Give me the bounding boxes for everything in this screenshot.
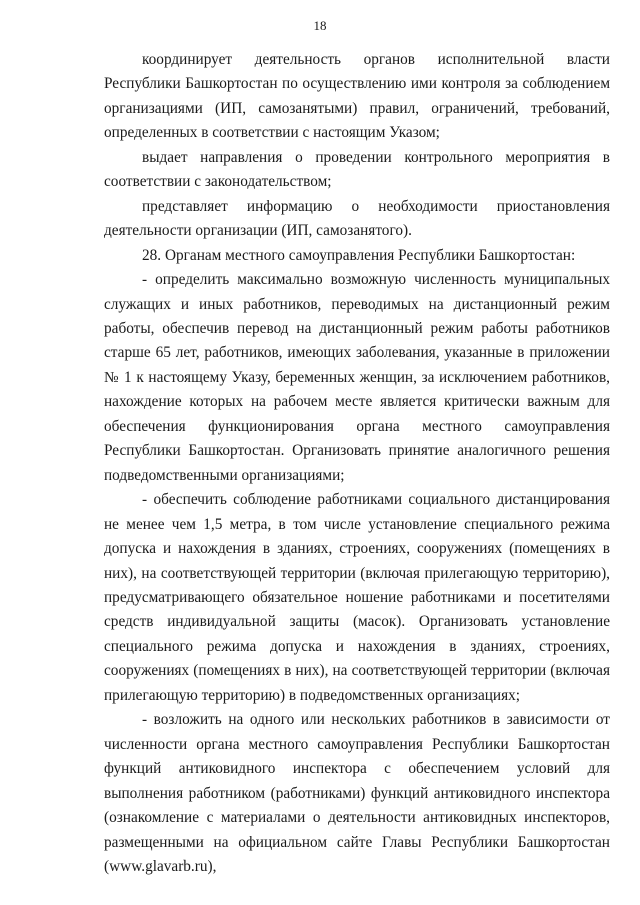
section-28-heading: 28. Органам местного самоуправления Республики Башкортостан:	[142, 246, 576, 264]
paragraph-coordinates-control: координирует деятельность органов исполнительной власти Республики Башкортостан по осуществлению ими контроля за соблюдением организациями (ИП, самозанятыми) правил, ограничений, требований, определенных в соответствии с настоящим Указом;	[104, 51, 610, 142]
page-number: 18	[313, 18, 327, 33]
document-body	[104, 48, 610, 879]
paragraph-social-distancing: - обеспечить соблюдение работниками социального дистанцирования не менее чем 1,5 метра, в том числе установление специального режима допуска и нахождения в зданиях, строениях, сооружениях (помещениях в них), на соответствующей территории (включая прилегающую территорию), предусматривающего обязательное ношение работниками и посетителями средств индивидуальной защиты (масок). Организовать установление специального режима допуска и нахождения в зданиях, строениях, сооружениях (помещениях в них), на соответствующей территории (включая прилегающую территорию) в подведомственных организациях;	[104, 491, 610, 704]
paragraph-submits-information: представляет информацию о необходимости приостановления деятельности организации (ИП, самозанятого).	[104, 197, 610, 240]
paragraph-issues-directions: выдает направления о проведении контрольного мероприятия в соответствии с законодательством;	[104, 148, 610, 191]
paragraph-remote-work: - определить максимально возможную численность муниципальных служащих и иных работников, переводимых на дистанционный режим работы, обеспечив перевод на дистанционный режим работы работников старше 65 лет, работников, имеющих заболевания, указанные в приложении № 1 к настоящему Указу, беременных женщин, за исключением работников, нахождение которых на рабочем месте является критически важным для обеспечения функционирования органа местного самоуправления Республики Башкортостан. Организовать принятие аналогичного решения подведомственными организациями;	[104, 271, 610, 484]
paragraph-anticovid-inspector: - возложить на одного или нескольких работников в зависимости от численности органа местного самоуправления Республики Башкортостан функций антиковидного инспектора с обеспечением условий для выполнения работником (работниками) функций антиковидного инспектора (ознакомление с материалами о деятельности антиковидных инспекторов, размещенными на официальном сайте Главы Республики Башкортостан (www.glavarb.ru),	[104, 711, 610, 875]
